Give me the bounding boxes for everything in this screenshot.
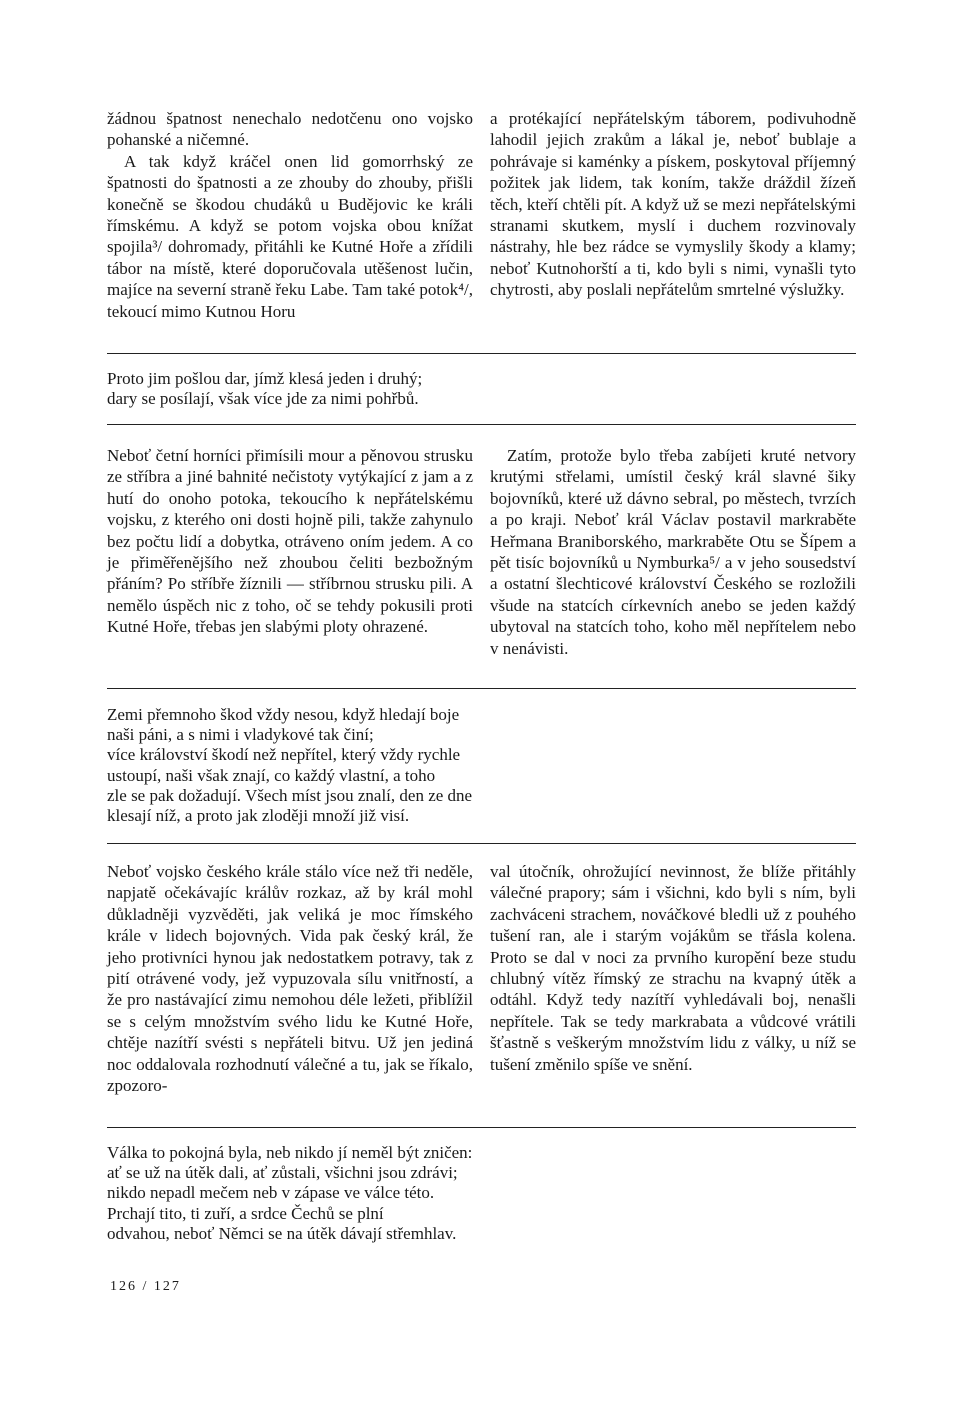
paragraph: Neboť četní horníci přimísili mour a pěnovou strusku ze stříbra a jiné bahnité nečistoty vytýkající z jam a z hutí do onoho potoka, tekoucího k nepřátelskému vojsku, z kterého oni dosti hojně pili, takže zahynulo bez počtu lidí a dobytka, otráveno oním jedem. A co je přiměřenějšího než zhoubou čeliti bezbožným přáním? Po stříbře žíznili — stříbrnou strusku pili. A nemělo úspěch nic z toho, oč se tehdy pokusili proti Kutné Hoře, třebas jen slabými ploty ohrazené. [107,446,473,637]
prose-column-left [107,108,473,322]
prose-column-right [490,108,856,322]
prose-block-2 [107,445,856,659]
paragraph: žádnou špatnost nenechalo nedotčenu ono vojsko pohanské a ničemné. [107,109,473,150]
verse-block-1 [107,369,627,409]
verse-line: více království škodí než nepřítel, který vždy rychle [107,745,461,765]
verse-block-3 [107,1143,627,1244]
divider-rule [107,1127,856,1128]
divider-rule [107,688,856,689]
paragraph: a protékající nepřátelským táborem, podivuhodně lahodil jejich zrakům a lákal je, neboť bublaje a pohrávaje si kaménky a pískem, poskytoval příjemný požitek jak lidem, tak koním, takže dráždil žízeň těch, kteří chtěli pít. A když už se mezi nepřátelskými stranami skutkem, myslí i duchem rozvinovaly nástrahy, hle bez rádce se vymyslily škody a klamy; neboť Kutnohorští a ti, kdo byli s nimi, vynašli tyto chytrosti, aby poslali nepřátelům smrtelné výslužky. [490,109,856,300]
divider-rule [107,843,856,844]
verse-block-2 [107,705,627,826]
divider-rule [107,424,856,425]
verse-line: Prchají tito, ti zuří, a srdce Čechů se plní [107,1203,384,1223]
prose-column-right [490,861,856,1096]
prose-column-left [107,445,473,659]
verse-line: Válka to pokojná byla, neb nikdo jí neměl být zničen: [107,1143,473,1162]
divider-rule [107,353,856,354]
verse-line: naši páni, a s nimi i vladykové tak činí; [107,725,374,745]
verse-line: zle se pak dožadují. Všech míst jsou znalí, den ze dne [107,785,473,805]
prose-block-1 [107,108,856,322]
verse-line: Zemi přemnoho škod vždy nesou, když hledají boje [107,705,460,724]
verse-line: odvahou, neboť Němci se na útěk dávají střemhlav. [107,1223,457,1243]
paragraph: Neboť vojsko českého krále stálo více než tři neděle, napjatě očekávajíc králův rozkaz, až by král mohl důkladněji vyzvěděti, jak veliká je moc římského krále v lidech bojovných. Vida pak český král, že jeho protivníci hynou jak nedostatkem potravy, tak z pití otrávené vody, jež vypuzovala sílu vnitřností, a že pro nastávající zimu nemohou déle ležeti, přiblížil se s celým množstvím svého lidu ke Kutné Hoře, chtěje nazítří svésti s nepřáteli bitvu. Už jen jediná noc oddalovala rozhodnutí válečné a tu, jak se říkalo, zpozoro- [107,862,473,1096]
verse-line: klesají níž, a proto jak zloději množí již visí. [107,806,410,826]
page-number: 126 / 127 [110,1279,181,1294]
prose-column-left [107,861,473,1096]
paragraph: A tak když kráčel onen lid gomorrhský ze špatnosti do špatnosti a ze zhouby do zhouby, přišli konečně se škodou chudáků u Budějovic ke králi římskému. A když se potom vojska obou knížat spojila³/ dohromady, přitáhli ke Kutné Hoře a zřídili tábor na místě, které doporučovala utěšenost lučin, majíce na severní straně řeku Labe. Tam také potok⁴/, tekoucí mimo Kutnou Horu [107,151,473,321]
verse-line: Proto jim pošlou dar, jímž klesá jeden i druhý; [107,369,423,388]
prose-block-3 [107,861,856,1096]
prose-column-right [490,445,856,659]
verse-line: nikdo nepadl mečem neb v zápase ve válce této. [107,1183,435,1203]
paragraph: Zatím, protože bylo třeba zabíjeti kruté netvory krutými střelami, umístil český král slavné šiky bojovníků, které už dávno sebral, po městech, tvrzích a po kraji. Neboť král Václav postavil markraběte Heřmana Braniborského, markraběte Otu se Šípem a pět tisíc bojovníků u Nymburka⁵/ a v jeho sousedství a ostatní šlechticové království Českého se rozložili všude na statcích církevních anebo se jeden každý ubytoval na statcích toho, koho měl nepřítelem nebo v nenávisti. [490,446,856,658]
paragraph: val útočník, ohrožující nevinnost, že blíže přitáhly válečné prapory; sám i všichni, kdo byli s ním, byli zachváceni strachem, nováčkové bledli už z pouhého tušení ran, ale i starým vojákům se třásla kolena. Proto se dal v noci za prvního kuropění beze studu chlubný vítěz římský ze strachu na kvapný útěk a odtáhl. Když tedy nazítří vyhledávali boj, nenašli nepřítele. Tak se tedy markrabata a vůdcové vrátili šťastně s veškerým množstvím lidu z války, u níž se tušení změnilo spíše ve snění. [490,862,856,1074]
verse-line: ať se už na útěk dali, ať zůstali, všichni jsou zdrávi; [107,1163,458,1183]
verse-line: ustoupí, naši však znají, co každý vlastní, a toho [107,765,436,785]
verse-line: dary se posílají, však více jde za nimi pohřbů. [107,389,419,409]
